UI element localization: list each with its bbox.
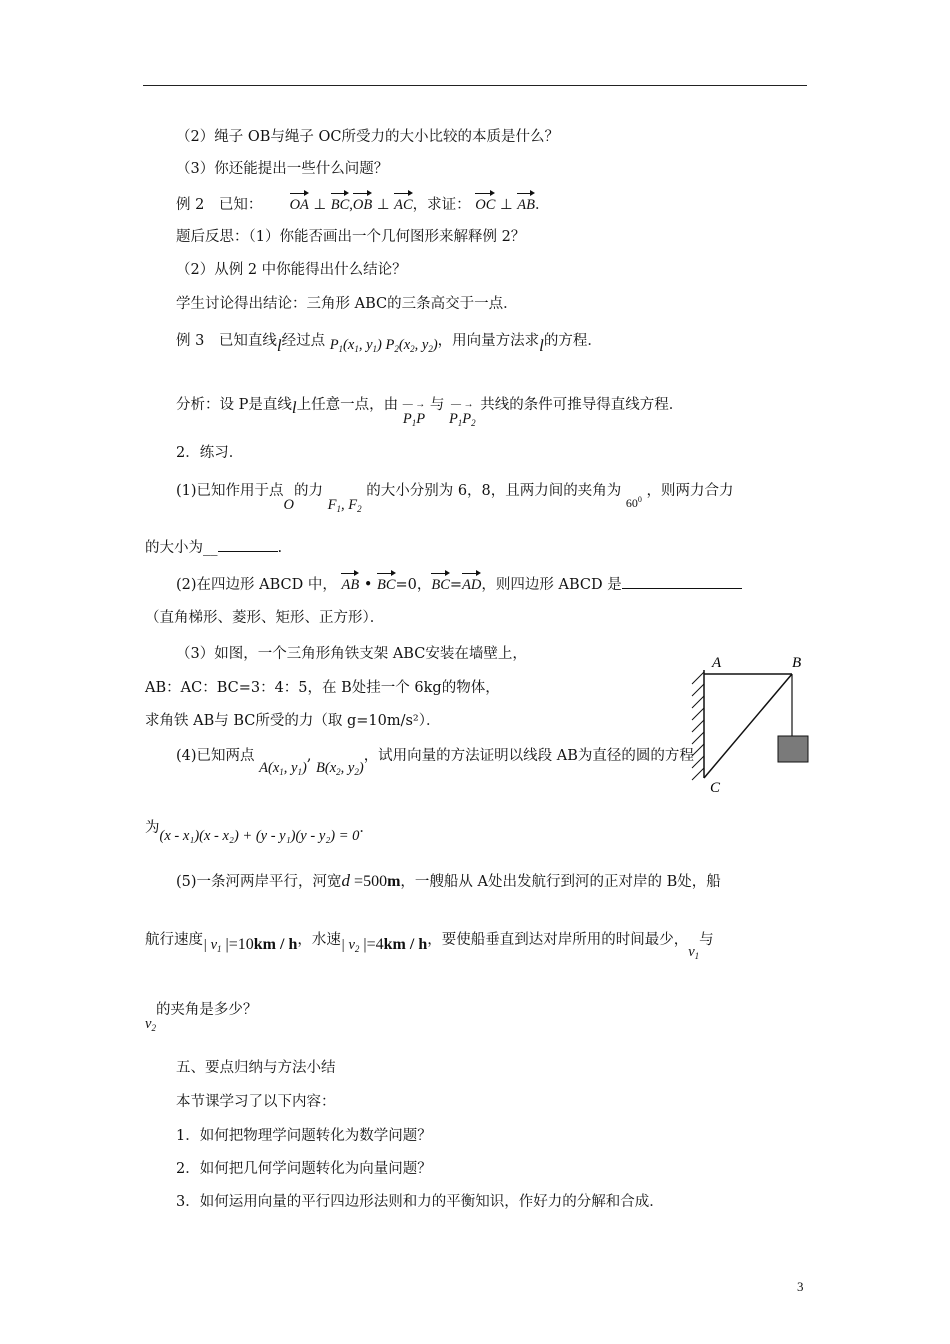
summary-intro: 本节课学习了以下内容： <box>176 1094 336 1110</box>
practice-3-line1: （3）如图，一个三角形角铁支架 ABC安装在墙壁上， <box>176 646 527 662</box>
practice-5-line2: 航行速度| $v_1$ |=10km / h，水速| $v_2$ |=4km / h，要使船垂直到达对岸所用的时间最少，$v_1$与 <box>145 932 714 961</box>
example-2: 例 2 已知： OA ⊥ BC,OB ⊥ AC，求证： OC ⊥ AB． <box>176 193 550 215</box>
practice-3-line2: AB：AC：BC=3：4：5，在 B处挂一个 6kg的物体， <box>145 680 500 696</box>
weight-block <box>778 736 808 762</box>
summary-item-1: 1．如何把物理学问题转化为数学问题？ <box>176 1128 432 1144</box>
section-5-heading: 五、要点归纳与方法小结 <box>176 1060 336 1076</box>
reflection-2: （2）从例 2 中你能得出什么结论？ <box>176 262 407 278</box>
practice-2-options: （直角梯形、菱形、矩形、正方形）． <box>145 610 385 626</box>
conclusion: 学生讨论得出结论：三角形 ABC的三条高交于一点． <box>176 296 518 312</box>
reflection-1: 题后反思：（1）你能否画出一个几何图形来解释例 2？ <box>176 229 526 245</box>
practice-4-equation: 为(x - x₁)(x - x₂) + (y - y₁)(y - y₂) = 0． <box>145 820 374 844</box>
wall-hatching <box>692 672 704 780</box>
practice-3-line3: 求角铁 AB与 BC所受的力（取 g=10m/s²）． <box>145 713 441 729</box>
answer-blank[interactable] <box>218 539 278 552</box>
label-A: A <box>712 655 722 671</box>
question-3: （3）你还能提出一些什么问题？ <box>176 161 389 177</box>
summary-item-3: 3．如何运用向量的平行四边形法则和力的平衡知识，作好力的分解和合成． <box>176 1194 664 1210</box>
practice-heading: 2．练习． <box>176 445 244 461</box>
practice-5: (5)一条河两岸平行，河宽d =500m，一艘船从 A处出发航行到河的正对岸的 B处，船 <box>176 871 721 890</box>
header-rule <box>143 85 807 86</box>
practice-5-line3: $v_2$的夹角是多少？ <box>145 1002 258 1033</box>
label-B: B <box>792 655 802 671</box>
practice-2: (2)在四边形 ABCD 中， AB • BC=0，BC=AD，则四边形 ABCD 是 <box>176 573 742 595</box>
example-3: 例 3 已知直线l经过点 $P_1(x_1$, $y_1$) $P_2(x_2$, $y_2$)，用向量方法求l的方程． <box>176 333 602 355</box>
summary-item-2: 2．如何把几何学问题转化为向量问题？ <box>176 1161 432 1177</box>
answer-blank[interactable] <box>622 576 742 589</box>
analysis: 分析：设 P是直线l上任意一点，由 — → $P_1P$ 与 — → $P_1P_2$ 共线的条件可推导得直线方程． <box>176 397 684 428</box>
bracket-figure <box>680 650 815 800</box>
page-number: 3 <box>797 1279 804 1294</box>
question-2: （2）绳子 OB与绳子 OC所受力的大小比较的本质是什么？ <box>176 129 559 145</box>
practice-1: (1)已知作用于点O的力 $F_1$, $F_2$ 的大小分别为 6，8，且两力间的夹角为 $_{60^0}$ ，则两力合力 <box>176 483 734 514</box>
practice-4: (4)已知两点 $A(x_1$, $y_1$), $B(x_2$, $y_2$)，试用向量的方法证明以线段 AB为直径的圆的方程 <box>176 748 694 777</box>
practice-1-cont: 的大小为__ . <box>145 540 283 556</box>
label-C: C <box>710 780 721 796</box>
